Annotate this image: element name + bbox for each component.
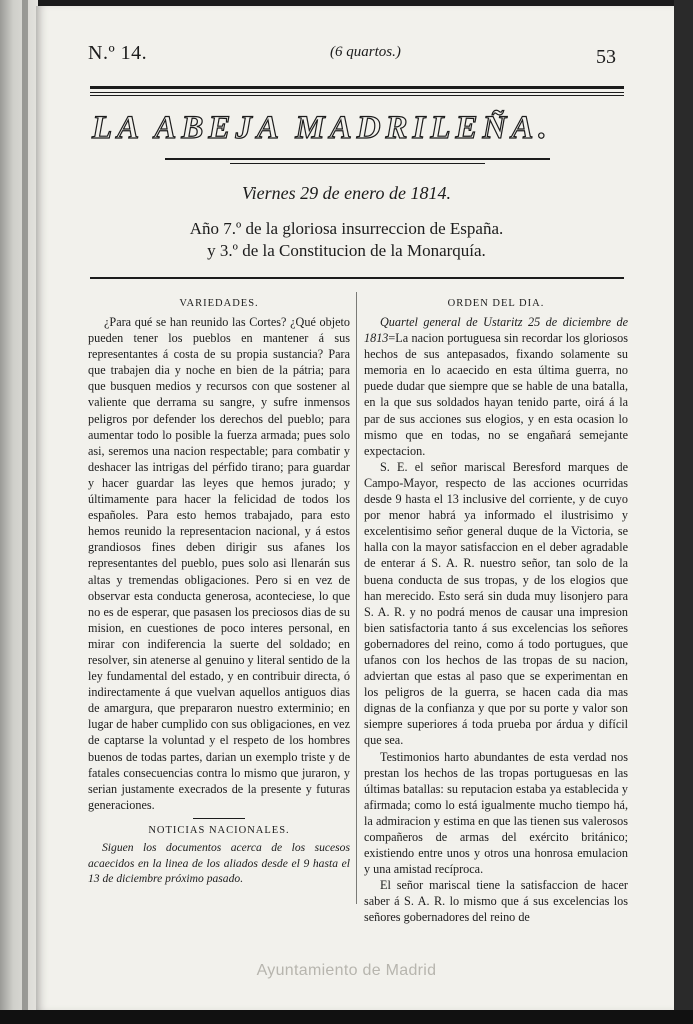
top-rule-thin-2 — [90, 95, 624, 96]
orden-paragraph-4: El señor mariscal tiene la satisfaccion de hacer saber á S. A. R. lo mismo que á sus excelencias los señores gobernadores del reino de — [364, 878, 628, 925]
archive-watermark: Ayuntamiento de Madrid — [256, 962, 437, 979]
section-title-noticias: NOTICIAS NACIONALES. — [148, 824, 290, 836]
variedades-paragraph: ¿Para qué se han reunido las Cortes? ¿Qué objeto pueden tener los pueblos en mantener á sus representantes á costa de su propia sustancia? Para que trabajen dia y noche en bien de la pátria; para que busquen medios y recursos con que sostener al valiente que derrama su sangre, y sufre inmensos peligros por defender los derechos del pueblo; para aumentar todo lo posible la fuerza armada; pues solo asi, seremos una nacion respectable; para combatir y deshacer las intrigas del pérfido tirano; para guardar y hacer guardar las leyes que hemos jurado; y últimamente para hacer la felicidad de todos los españoles. Para esto hemos trabajado, para esto hemos reunido la representacion nacional, y á estos grandiosos fines deben dirigir sus afanes los representantes del pueblo, pues solo asi llenarán sus altas y tremendas obligaciones. Pero si en vez de observar esta conducta generosa, aconteciese, lo que no es de esperar, que pasasen los preciosos dias de su mision, en cuestiones de poco interes personal, en mirar con indiferencia la suerte del soldado; en resolver, sin atenerse al genuino y literal sentido de la ley fundamental del estado, y en contribuir directa, ó indirectamente á que vuelvan aquellos antiguos dias de amargura, que prepararon nuestro exterminio; en lugar de haber cumplido con sus obligaciones, en vez de captarse la voluntad y el respeto de los hombres buenos de todas partes, darian un exemplo triste y de fatales consecuencias contra lo mismo que juraron, y serian justamente execrados de la presente y futuras generaciones. — [88, 315, 350, 812]
orden-body — [364, 314, 628, 926]
top-rule-thin — [90, 92, 624, 93]
section-title-orden: ORDEN DEL DIA. — [447, 298, 545, 309]
variedades-body — [88, 314, 350, 813]
section-title-variedades: VARIEDADES. — [179, 298, 259, 309]
masthead-title: LA ABEJA MADRILEÑA. — [92, 110, 552, 146]
anniversary-line-2: y 3.º de la Constitucion de la Monarquía. — [207, 241, 486, 260]
orden-paragraph-1 — [364, 314, 628, 459]
column-divider — [356, 292, 357, 904]
orden-paragraph-1-text: =La nacion portuguesa sin recordar los gloriosos hechos de sus antepasados, fixando solamente su memoria en lo acaecido en esta última guerra, no puede dudar que siempre que se hable de una batalla, en la que sus soldados hayan tenido parte, oirá á la par de sus acciones sus elogios, y en esta ocasion lo mismo que en todas, no se engañará semejante expectacion. — [364, 331, 628, 458]
anniversary-line-1: Año 7.º de la gloriosa insurreccion de España. — [189, 219, 504, 238]
issue-date: Viernes 29 de enero de 1814. — [242, 183, 451, 203]
right-column — [364, 298, 628, 926]
orden-dateline: Quartel general de Ustaritz 25 de diciembre de 1813 — [364, 315, 628, 346]
masthead-underline — [165, 158, 550, 160]
binding-shadow — [22, 0, 28, 1024]
scan-border-bottom — [0, 1010, 693, 1024]
issue-number: N.º 14. — [88, 42, 148, 64]
orden-paragraph-3: Testimonios harto abundantes de esta verdad nos prestan los hechos de las tropas portuguesas en las últimas batallas: su reputacion estaba ya establecida y afirmada; como lo está igualmente mucho tiempo há, la admiracion y estima en que las tienen sus valerosos compañeros de armas del exército británico; existiendo entre unos y otros una honrosa emulacion y una amistad recíproca. — [364, 749, 628, 877]
masthead-underline-thin — [230, 163, 485, 164]
orden-paragraph-2: S. E. el señor mariscal Beresford marques de Campo-Mayor, respecto de las acciones ocurridas desde 9 hasta el 13 inclusive del corriente, y de cuyo por menor habrá ya informado el ilustrisimo y excelentisimo señor general duque de la Victoria, se halla con la mayor satisfaccion en el deber agradable de enterar á S. A. R. nuestro señor, tan solo de la buena conducta de sus tropas, y de los elogios que han merecido. Esto será sin duda muy lisonjero para S. A. R. y no podrá menos de causar una impresion bien satisfactoria tanto á sus excelencias los señores gobernadores del reino, como á todo portugues, que ufanos con los hechos de las tropas de su nacion, adviertan que estas al paso que se experimentan en los peligros de la guerra, se hacen cada dia mas dignas de la confianza y que por su porte y valor son siempre superiores á toda prueba por árdua y difícil que sea. — [364, 459, 628, 748]
issue-price: (6 quartos.) — [330, 44, 401, 60]
scan-border-right — [674, 0, 693, 1024]
adjacent-page-edge — [0, 0, 38, 1024]
header-bottom-rule — [90, 277, 624, 279]
noticias-subtitle: Siguen los documentos acerca de los sucesos acaecidos en la linea de los aliados desde el 9 hasta el 13 de diciembre próximo pasado. — [88, 840, 350, 886]
top-rule-thick — [90, 86, 624, 89]
left-column — [88, 298, 350, 887]
section-separator — [193, 818, 245, 819]
page-number: 53 — [596, 46, 616, 68]
